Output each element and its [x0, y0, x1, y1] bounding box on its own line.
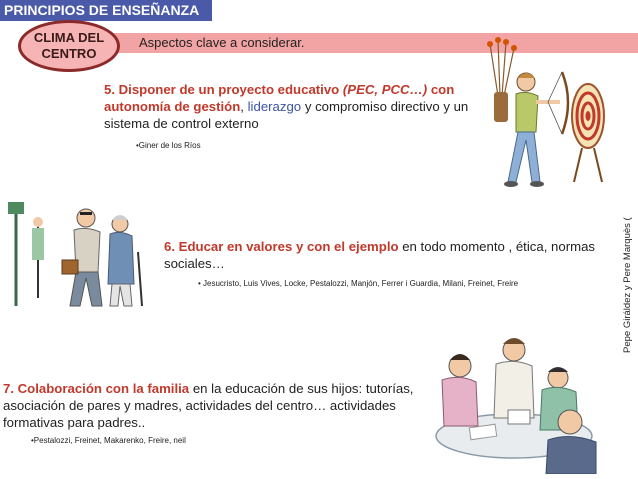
item-5-paren: (PEC, PCC…) — [342, 82, 428, 97]
item-5-liderazgo: liderazgo — [247, 99, 302, 114]
item-7-head: 7. Colaboración con la familia — [3, 381, 190, 396]
item-5-rest: y compromiso directivo y un sistema de control externo — [104, 99, 469, 131]
archer-with-target-illustration — [478, 36, 606, 188]
family-meeting-illustration — [430, 322, 600, 474]
elderly-couple-illustration — [6, 198, 156, 310]
side-credit: Pepe Giráldez y Pere Marquès ( — [622, 217, 633, 353]
subtitle-band: Aspectos clave a considerar. — [95, 33, 638, 53]
page-title: PRINCIPIOS DE ENSEÑANZA — [0, 0, 212, 21]
badge-line-2: CENTRO — [41, 46, 97, 61]
item-7-rest: en la educación de sus hijos: tutorías, asociación de pares y madres, actividades del centro… actividades formativas para padres.. — [3, 381, 414, 430]
item-6-head: 6. Educar en valores y con el ejemplo — [164, 239, 399, 254]
item-7-text — [3, 380, 443, 446]
clima-del-centro-badge — [18, 20, 120, 72]
item-7-citation: •Pestalozzi, Freinet, Makarenko, Freire, neil — [31, 436, 186, 445]
item-5-head: 5. Disponer de un proyecto educativo — [104, 82, 340, 97]
item-5-comma: , — [240, 99, 244, 114]
item-6-text — [164, 238, 614, 289]
item-5-text — [104, 81, 484, 151]
item-5-autonomia: autonomía de gestión — [104, 99, 241, 114]
item-6-rest: en todo momento , ética, normas sociales… — [164, 239, 596, 271]
item-5-citation: •Giner de los Ríos — [136, 141, 201, 150]
item-5-con: con — [430, 82, 455, 97]
badge-line-1: CLIMA DEL — [33, 30, 105, 45]
item-6-citation: • Jesucristo, Luis Vives, Locke, Pestalozzi, Manjón, Ferrer i Guardia, Milani, Freinet, Freire — [198, 279, 519, 288]
